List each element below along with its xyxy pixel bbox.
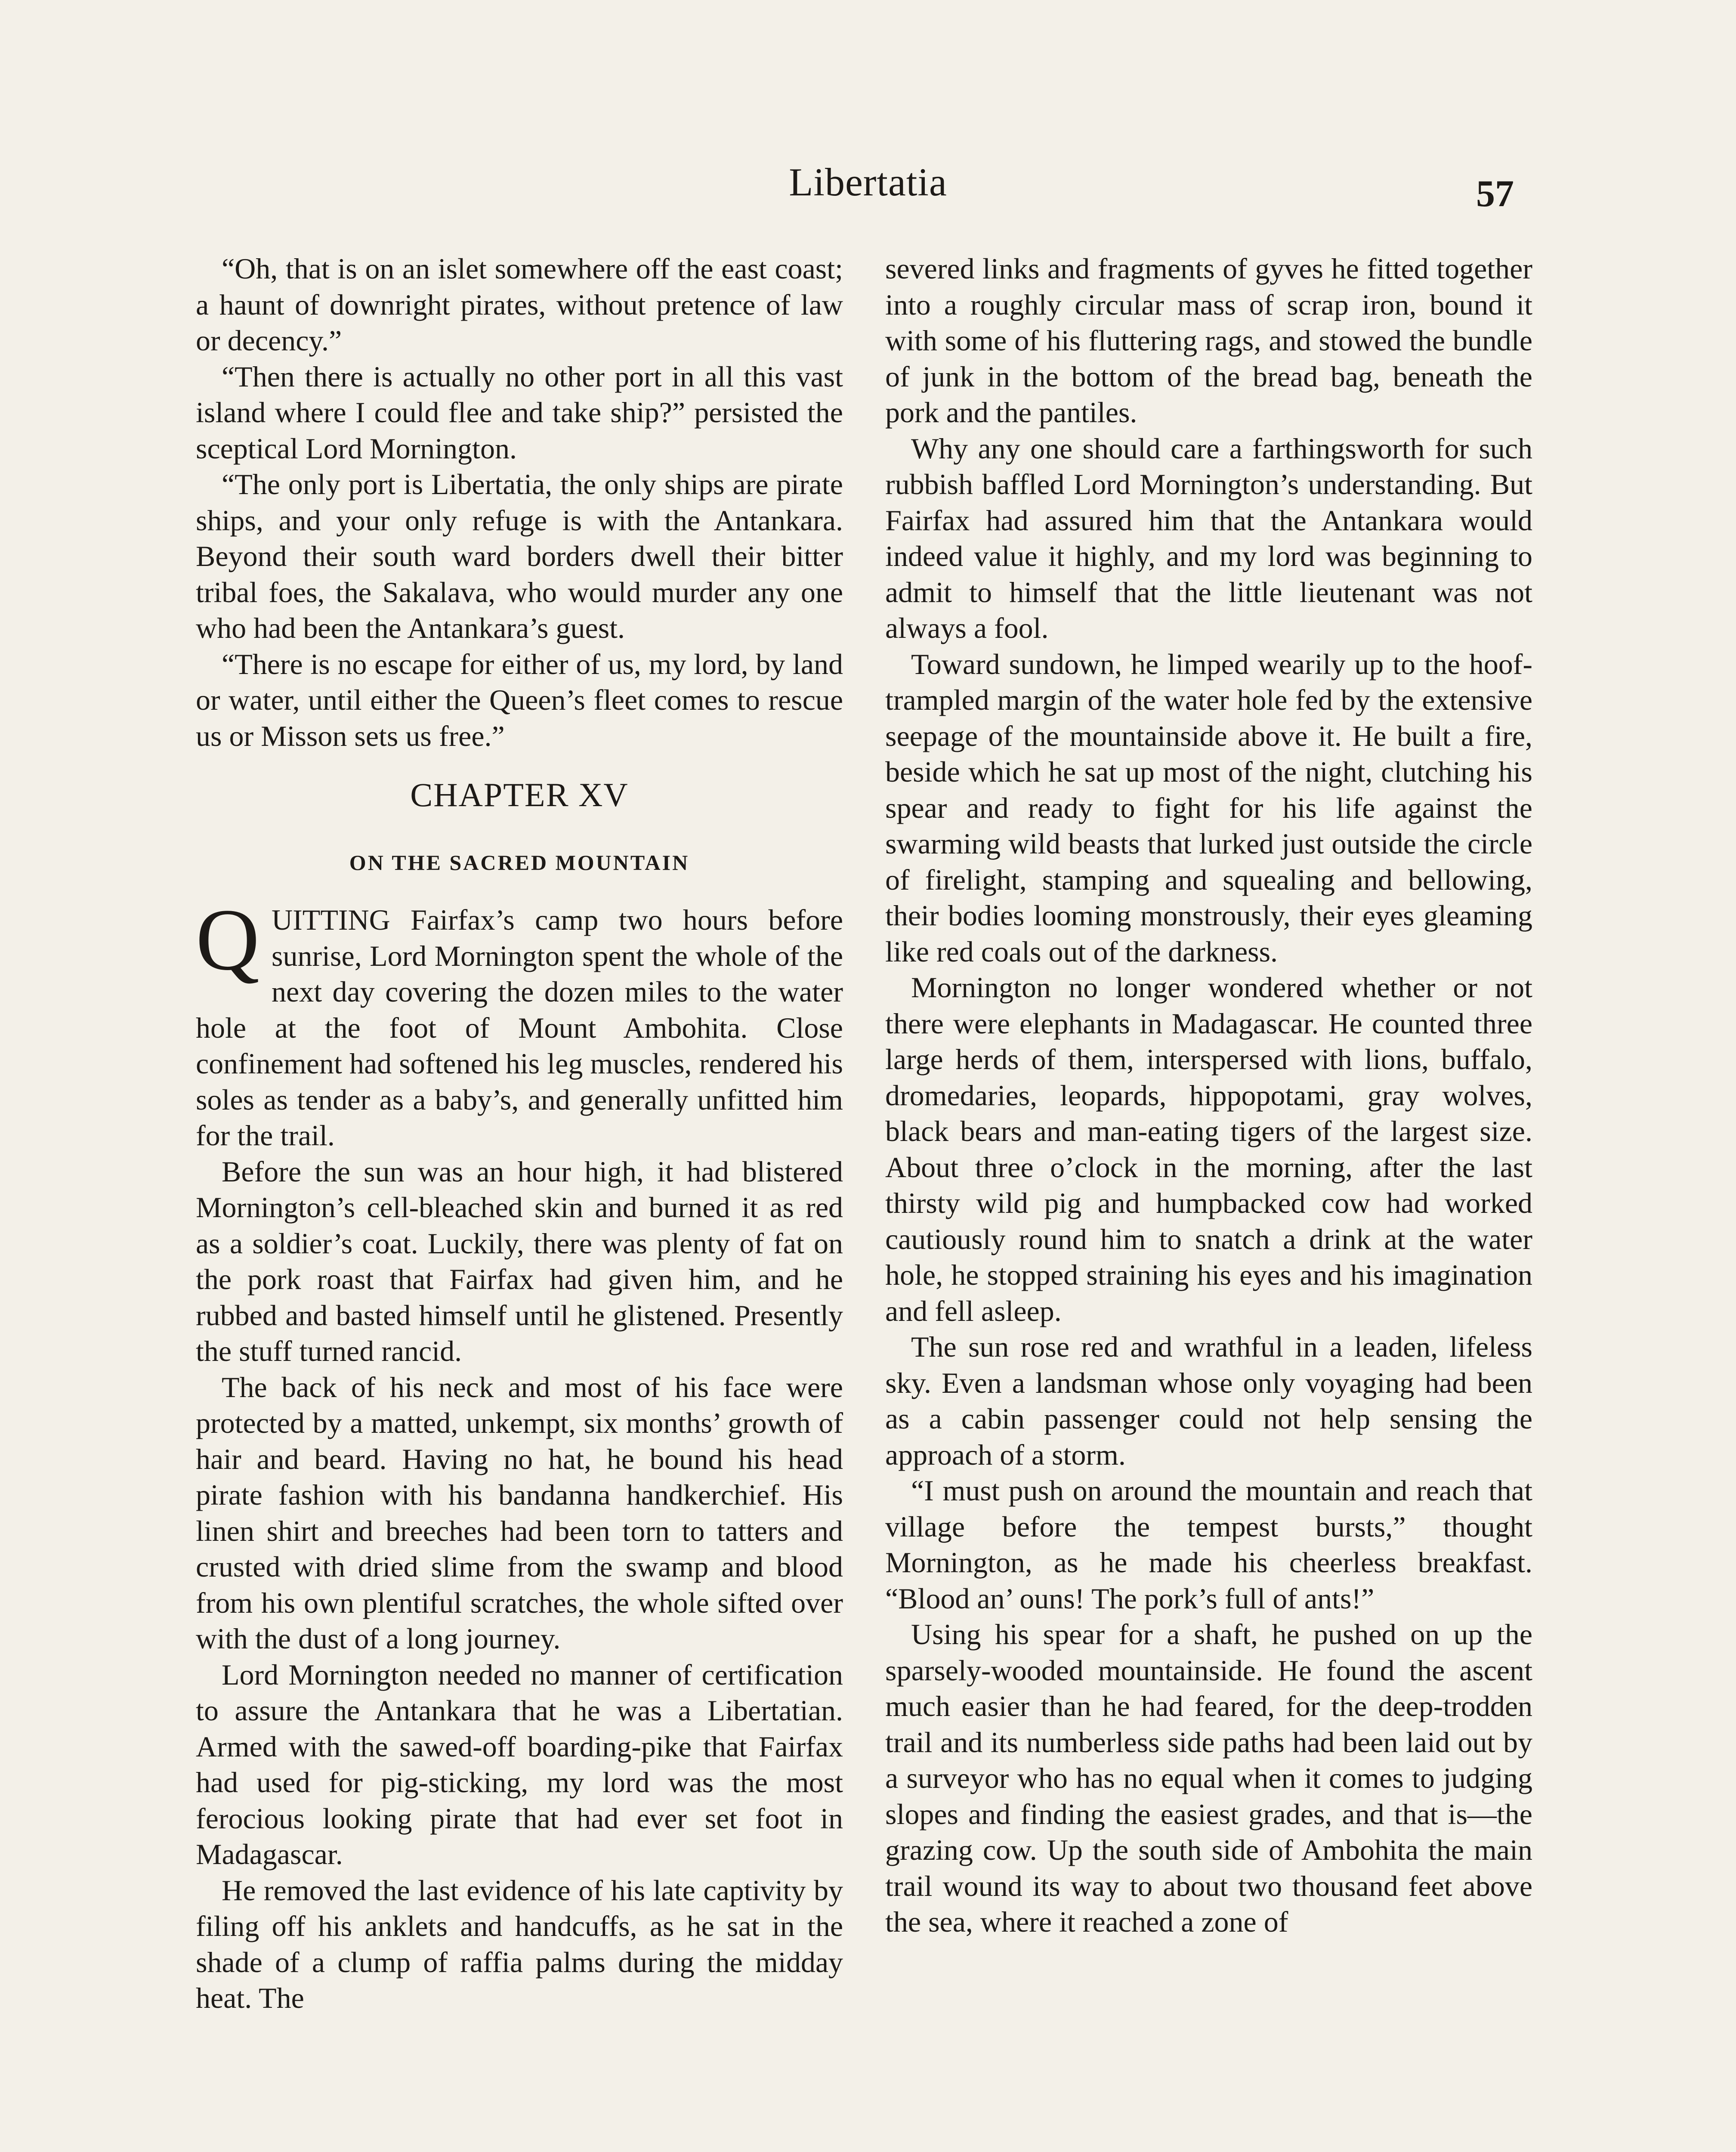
paragraph: “I must push on around the mountain and reach that village before the tempest bursts,” thought Mornington, as he made his cheerless breakfast. “Blood an’ ouns! The pork’s full of ants!” xyxy=(885,1474,1532,1615)
running-head-title: Libertatia xyxy=(789,160,947,204)
opening-paragraph: UITTING Fairfax’s camp two hours before sunrise, Lord Mornington spent the whole of the next day covering the dozen miles to the water hole at the foot of Mount Ambohita. Close confinement had softened his leg muscles, rendered his soles as tender as a baby’s, and generally unfitted him for the trail. xyxy=(196,903,843,1152)
paragraph: “There is no escape for either of us, my lord, by land or water, until either the Queen’s fleet comes to rescue us or Misson sets us free.” xyxy=(196,647,843,752)
paragraph: “The only port is Libertatia, the only ships are pirate ships, and your only refuge is with the Antankara. Beyond their south ward borders dwell their bitter tribal foes, the Sakalava, who would murder any one who had been the Antankara’s guest. xyxy=(196,468,843,644)
chapter-subtitle: ON THE SACRED MOUNTAIN xyxy=(349,850,690,875)
page-number: 57 xyxy=(1476,173,1514,215)
paragraph: The sun rose red and wrathful in a leaden, lifeless sky. Even a landsman whose only voyaging had been as a cabin passenger could not help sensing the approach of a storm. xyxy=(885,1330,1532,1471)
paragraph: The back of his neck and most of his face were protected by a matted, unkempt, six months’ growth of hair and beard. Having no hat, he bound his head pirate fashion with his bandanna handkerchief. His linen shirt and breeches had been torn to tatters and crusted with dried slime from the swamp and blood from his own plentiful scratches, the whole sifted over with the dust of a long journey. xyxy=(196,1370,843,1655)
paragraph: Toward sundown, he limped wearily up to the hoof-trampled margin of the water hole fed by the extensive seepage of the mountainside above it. He built a fire, beside which he sat up most of the night, clutching his spear and ready to fight for his life against the swarming wild beasts that lurked just outside the circle of firelight, stamping and squealing and bellowing, their bodies looming monstrously, their eyes gleaming like red coals out of the darkness. xyxy=(885,647,1532,968)
paragraph: Using his spear for a shaft, he pushed on up the sparsely-wooded mountainside. He found the ascent much easier than he had feared, for the deep-trodden trail and its numberless side paths had been laid out by a surveyor who has no equal when it comes to judging slopes and finding the easiest grades, and that is—the grazing cow. Up the south side of Ambohita the main trail wound its way to about two thousand feet above the sea, where it reached a zone of xyxy=(885,1618,1532,1938)
paragraph: Lord Mornington needed no manner of certification to assure the Antankara that he was a Libertatian. Armed with the sawed-off boarding-pike that Fairfax had used for pig-sticking, my lord was the most ferocious looking pirate that had ever set foot in Madagascar. xyxy=(196,1658,843,1871)
continued-paragraph: severed links and fragments of gyves he fitted together into a roughly circular mass of scrap iron, bound it with some of his fluttering rags, and stowed the bundle of junk in the bottom of the bread bag, beneath the pork and the pantiles. xyxy=(885,252,1532,429)
paragraph: Why any one should care a farthingsworth for such rubbish baffled Lord Mornington’s understanding. But Fairfax had assured him that the Antankara would indeed value it highly, and my lord was beginning to admit to himself that the little lieutenant was not always a fool. xyxy=(885,432,1532,644)
paragraph: Before the sun was an hour high, it had blistered Mornington’s cell-bleached skin and burned it as red as a soldier’s coat. Luckily, there was plenty of fat on the pork roast that Fairfax had given him, and he rubbed and basted himself until he glistened. Presently the stuff turned rancid. xyxy=(196,1155,843,1367)
paragraph: He removed the last evidence of his late captivity by filing off his anklets and handcuffs, as he sat in the shade of a clump of raffia palms during the midday heat. The xyxy=(196,1874,843,2014)
paragraph: “Oh, that is on an islet somewhere off the east coast; a haunt of downright pirates, without pretence of law or decency.” xyxy=(196,252,843,357)
chapter-opening xyxy=(196,891,843,1154)
left-column xyxy=(196,251,843,2016)
chapter-title: CHAPTER XV xyxy=(410,776,629,813)
paragraph: “Then there is actually no other port in all this vast island where I could flee and take ship?” persisted the sceptical Lord Mornington. xyxy=(196,360,843,465)
paragraph: Mornington no longer wondered whether or not there were elephants in Madagascar. He counted three large herds of them, interspersed with lions, buffalo, dromedaries, leopards, hippopotami, gray wolves, black bears and man-eating tigers of the largest size. About three o’clock in the morning, after the last thirsty wild pig and humpbacked cow had worked cautiously round him to snatch a drink at the water hole, he stopped straining his eyes and his imagination and fell asleep. xyxy=(885,971,1532,1327)
drop-cap: Q xyxy=(196,891,260,989)
right-column xyxy=(885,251,1532,1940)
